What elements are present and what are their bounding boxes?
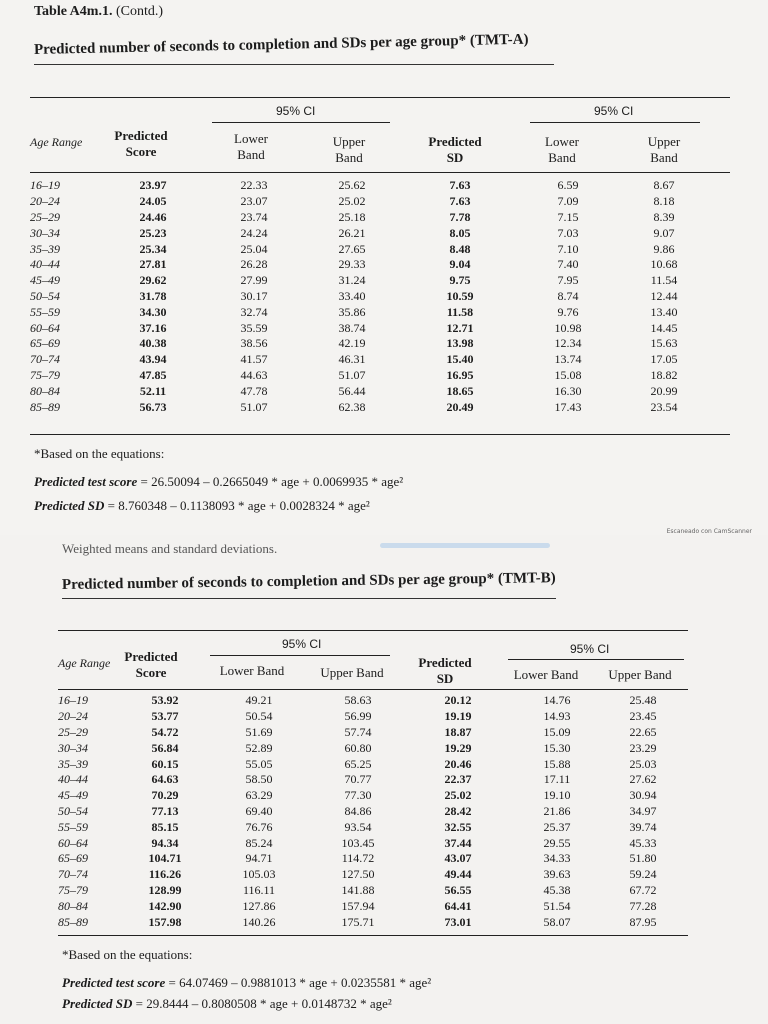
value-cell: 116.11 (242, 882, 276, 897)
value-cell: 17.11 (543, 772, 571, 787)
value-cell: 63.29 (245, 788, 273, 803)
value-cell: 127.50 (341, 867, 375, 882)
value-cell: 10.68 (650, 257, 678, 272)
table-contd: (Contd.) (115, 4, 164, 19)
value-cell: 60.15 (151, 756, 179, 771)
value-cell: 45.33 (629, 835, 657, 850)
value-cell: 157.94 (341, 898, 375, 913)
value-cell: 53.92 (151, 693, 179, 708)
value-cell: 13.74 (554, 352, 582, 367)
value-cell: 116.26 (148, 867, 182, 882)
age-range-cell: 80–84 (58, 898, 88, 913)
highlight-mark (380, 543, 550, 548)
age-range-cell: 70–74 (58, 867, 88, 882)
header-predicted-sd: Predicted SD (428, 134, 482, 165)
value-cell: 13.98 (446, 336, 474, 351)
value-cell: 27.62 (629, 772, 657, 787)
age-range-cell: 45–49 (30, 273, 60, 288)
table-row (30, 352, 710, 368)
value-cell: 9.76 (557, 304, 579, 319)
value-cell: 49.21 (245, 693, 273, 708)
value-cell: 52.11 (139, 383, 167, 398)
header-predicted-score: Predicted Score (124, 649, 178, 680)
value-cell: 7.63 (449, 178, 471, 193)
value-cell: 15.08 (554, 367, 582, 382)
value-cell: 87.95 (629, 914, 657, 929)
value-cell: 29.55 (543, 835, 571, 850)
ci-rule-score (210, 655, 390, 656)
table-row (58, 693, 680, 709)
value-cell: 23.29 (629, 740, 657, 755)
value-cell: 12.71 (446, 320, 474, 335)
table-row (58, 867, 680, 883)
value-cell: 11.58 (446, 304, 474, 319)
value-cell: 25.48 (629, 693, 657, 708)
header-lower-band-2: Lower Band (513, 667, 579, 682)
age-range-cell: 80–84 (30, 383, 60, 398)
value-cell: 85.15 (151, 819, 179, 834)
value-cell: 47.78 (240, 383, 268, 398)
equation-score (62, 975, 431, 991)
header-upper-band-1: Upper Band (320, 665, 384, 680)
value-cell: 7.03 (557, 225, 579, 240)
age-range-cell: 50–54 (58, 803, 88, 818)
table-row (30, 178, 710, 194)
value-cell: 142.90 (148, 898, 182, 913)
value-cell: 29.62 (139, 273, 167, 288)
value-cell: 7.63 (449, 194, 471, 209)
value-cell: 127.86 (242, 898, 276, 913)
title-underline (34, 64, 554, 65)
title-underline (62, 598, 556, 599)
data-table-tmt-b (58, 693, 680, 930)
equation-sd (62, 996, 392, 1012)
value-cell: 19.29 (444, 740, 472, 755)
value-cell: 64.41 (444, 898, 472, 913)
value-cell: 33.40 (338, 288, 366, 303)
age-range-cell: 16–19 (30, 178, 60, 193)
weighted-note: Weighted means and standard deviations. (62, 541, 278, 556)
value-cell: 70.77 (344, 772, 372, 787)
table-row (30, 368, 710, 384)
value-cell: 77.28 (629, 898, 657, 913)
value-cell: 84.86 (344, 803, 372, 818)
value-cell: 45.38 (543, 882, 571, 897)
value-cell: 17.43 (554, 399, 582, 414)
table-title-tmt-a: Predicted number of seconds to completion and SDs per age group* (TMT-A) (33, 31, 529, 58)
age-range-cell: 55–59 (58, 819, 88, 834)
age-range-cell: 20–24 (30, 194, 60, 209)
table-row (30, 289, 710, 305)
value-cell: 64.63 (151, 772, 179, 787)
age-range-cell: 70–74 (30, 352, 60, 367)
value-cell: 32.55 (444, 819, 472, 834)
age-range-cell: 75–79 (30, 367, 60, 382)
value-cell: 20.99 (650, 383, 678, 398)
value-cell: 6.59 (557, 178, 579, 193)
value-cell: 25.02 (444, 788, 472, 803)
value-cell: 58.63 (344, 693, 372, 708)
value-cell: 25.34 (139, 241, 167, 256)
value-cell: 56.55 (444, 882, 472, 897)
value-cell: 67.72 (629, 882, 657, 897)
value-cell: 34.97 (629, 803, 657, 818)
value-cell: 175.71 (341, 914, 375, 929)
footnote: *Based on the equations: (62, 947, 193, 962)
value-cell: 51.07 (240, 399, 268, 414)
table-row (30, 273, 710, 289)
value-cell: 25.23 (139, 225, 167, 240)
value-cell: 30.94 (629, 788, 657, 803)
value-cell: 8.39 (653, 209, 675, 224)
value-cell: 56.73 (139, 399, 167, 414)
value-cell: 22.37 (444, 772, 472, 787)
value-cell: 22.65 (629, 724, 657, 739)
ci-label-sd: 95% CI (570, 642, 610, 656)
value-cell: 27.99 (240, 273, 268, 288)
table-row (58, 835, 680, 851)
value-cell: 32.74 (240, 304, 268, 319)
value-cell: 25.02 (338, 194, 366, 209)
value-cell: 26.21 (338, 225, 366, 240)
value-cell: 47.85 (139, 367, 167, 382)
value-cell: 26.28 (240, 257, 268, 272)
equation-score (34, 474, 403, 490)
table-top-rule (58, 630, 688, 631)
header-lower-band-2: Lower Band (545, 134, 579, 165)
age-range-cell: 40–44 (58, 772, 88, 787)
value-cell: 15.30 (543, 740, 571, 755)
value-cell: 51.80 (629, 851, 657, 866)
value-cell: 57.74 (344, 724, 372, 739)
table-row (30, 194, 710, 210)
value-cell: 13.40 (650, 304, 678, 319)
table-row (58, 772, 680, 788)
table-top-rule (30, 97, 730, 98)
age-range-cell: 25–29 (30, 209, 60, 224)
table-row (58, 756, 680, 772)
equation-score-body: = 64.07469 – 0.9881013 * age + 0.0235581 * age² (165, 975, 432, 990)
header-upper-band-2: Upper Band (608, 667, 672, 682)
age-range-cell: 16–19 (58, 693, 88, 708)
value-cell: 114.72 (341, 851, 375, 866)
equation-score-label: Predicted test score (62, 975, 166, 990)
table-row (30, 225, 710, 241)
value-cell: 38.56 (240, 336, 268, 351)
value-cell: 8.18 (653, 194, 675, 209)
value-cell: 104.71 (148, 851, 182, 866)
value-cell: 39.63 (543, 867, 571, 882)
value-cell: 20.46 (444, 756, 472, 771)
value-cell: 25.62 (338, 178, 366, 193)
value-cell: 58.07 (543, 914, 571, 929)
ci-rule-sd (508, 659, 684, 660)
value-cell: 23.07 (240, 194, 268, 209)
age-range-cell: 20–24 (58, 709, 88, 724)
table-row (30, 304, 710, 320)
value-cell: 20.49 (446, 399, 474, 414)
header-upper-band-1: Upper Band (332, 134, 366, 165)
value-cell: 7.95 (557, 273, 579, 288)
ci-label-sd: 95% CI (594, 104, 634, 118)
table-label (34, 4, 163, 20)
value-cell: 54.72 (151, 724, 179, 739)
value-cell: 77.30 (344, 788, 372, 803)
value-cell: 8.48 (449, 241, 471, 256)
table-row (58, 788, 680, 804)
age-range-cell: 65–69 (58, 851, 88, 866)
value-cell: 141.88 (341, 882, 375, 897)
value-cell: 31.24 (338, 273, 366, 288)
page-tmt-b (0, 535, 768, 1024)
value-cell: 30.17 (240, 288, 268, 303)
header-lower-band-1: Lower Band (219, 663, 285, 678)
value-cell: 10.59 (446, 288, 474, 303)
ci-label-score: 95% CI (276, 104, 316, 118)
value-cell: 20.12 (444, 693, 472, 708)
value-cell: 50.54 (245, 709, 273, 724)
value-cell: 9.86 (653, 241, 675, 256)
value-cell: 15.40 (446, 352, 474, 367)
value-cell: 73.01 (444, 914, 472, 929)
header-age-range: Age Range (30, 135, 83, 149)
equation-score-body: = 26.50094 – 0.2665049 * age + 0.0069935 * age² (137, 474, 404, 489)
value-cell: 105.03 (242, 867, 276, 882)
age-range-cell: 60–64 (30, 320, 60, 335)
age-range-cell: 50–54 (30, 288, 60, 303)
value-cell: 140.26 (242, 914, 276, 929)
age-range-cell: 30–34 (58, 740, 88, 755)
value-cell: 16.30 (554, 383, 582, 398)
equation-sd-body: = 8.760348 – 0.1138093 * age + 0.0028324 * age² (104, 498, 370, 513)
value-cell: 37.44 (444, 835, 472, 850)
table-bottom-rule (58, 935, 688, 936)
table-bottom-rule (30, 434, 730, 435)
age-range-cell: 75–79 (58, 882, 88, 897)
value-cell: 34.33 (543, 851, 571, 866)
value-cell: 65.25 (344, 756, 372, 771)
ci-rule-sd (530, 122, 700, 123)
value-cell: 18.87 (444, 724, 472, 739)
value-cell: 51.54 (543, 898, 571, 913)
header-predicted-sd: Predicted SD (418, 655, 472, 686)
value-cell: 7.40 (557, 257, 579, 272)
value-cell: 27.81 (139, 257, 167, 272)
value-cell: 56.44 (338, 383, 366, 398)
age-range-cell: 40–44 (30, 257, 60, 272)
value-cell: 41.57 (240, 352, 268, 367)
table-title-tmt-b: Predicted number of seconds to completion and SDs per age group* (TMT-B) (61, 570, 556, 593)
header-lower-band-1: Lower Band (234, 131, 268, 162)
value-cell: 59.24 (629, 867, 657, 882)
table-row (30, 241, 710, 257)
equation-sd-body: = 29.8444 – 0.8080508 * age + 0.0148732 * age² (132, 996, 392, 1011)
value-cell: 77.13 (151, 803, 179, 818)
value-cell: 16.95 (446, 367, 474, 382)
value-cell: 70.29 (151, 788, 179, 803)
table-row (58, 725, 680, 741)
value-cell: 7.10 (557, 241, 579, 256)
value-cell: 42.19 (338, 336, 366, 351)
value-cell: 22.33 (240, 178, 268, 193)
table-number: Table A4m.1. (34, 4, 113, 19)
value-cell: 15.88 (543, 756, 571, 771)
table-row (30, 320, 710, 336)
table-row (58, 914, 680, 930)
value-cell: 85.24 (245, 835, 273, 850)
value-cell: 43.94 (139, 352, 167, 367)
value-cell: 14.93 (543, 709, 571, 724)
table-row (30, 399, 710, 415)
footnote: *Based on the equations: (34, 446, 165, 461)
value-cell: 7.78 (449, 209, 471, 224)
value-cell: 29.33 (338, 257, 366, 272)
value-cell: 15.63 (650, 336, 678, 351)
value-cell: 40.38 (139, 336, 167, 351)
value-cell: 62.38 (338, 399, 366, 414)
value-cell: 51.69 (245, 724, 273, 739)
table-row (30, 210, 710, 226)
equation-sd-label: Predicted SD (62, 996, 133, 1011)
value-cell: 34.30 (139, 304, 167, 319)
value-cell: 49.44 (444, 867, 472, 882)
value-cell: 17.05 (650, 352, 678, 367)
table-row (58, 709, 680, 725)
age-range-cell: 55–59 (30, 304, 60, 319)
table-row (58, 851, 680, 867)
value-cell: 51.07 (338, 367, 366, 382)
value-cell: 10.98 (554, 320, 582, 335)
age-range-cell: 85–89 (30, 399, 60, 414)
value-cell: 103.45 (341, 835, 375, 850)
header-upper-band-2: Upper Band (647, 134, 681, 165)
value-cell: 53.77 (151, 709, 179, 724)
value-cell: 24.05 (139, 194, 167, 209)
value-cell: 44.63 (240, 367, 268, 382)
header-rule (58, 689, 688, 690)
table-row (58, 898, 680, 914)
value-cell: 128.99 (148, 882, 182, 897)
value-cell: 19.19 (444, 709, 472, 724)
value-cell: 93.54 (344, 819, 372, 834)
table-row (58, 740, 680, 756)
table-row (30, 383, 710, 399)
value-cell: 58.50 (245, 772, 273, 787)
value-cell: 52.89 (245, 740, 273, 755)
value-cell: 14.45 (650, 320, 678, 335)
age-range-cell: 60–64 (58, 835, 88, 850)
value-cell: 9.07 (653, 225, 675, 240)
equation-sd-label: Predicted SD (34, 498, 105, 513)
value-cell: 23.97 (139, 178, 167, 193)
table-row (58, 819, 680, 835)
value-cell: 12.34 (554, 336, 582, 351)
age-range-cell: 65–69 (30, 336, 60, 351)
value-cell: 12.44 (650, 288, 678, 303)
age-range-cell: 45–49 (58, 788, 88, 803)
data-table-tmt-a (30, 178, 710, 415)
value-cell: 39.74 (629, 819, 657, 834)
value-cell: 28.42 (444, 803, 472, 818)
value-cell: 23.45 (629, 709, 657, 724)
value-cell: 18.82 (650, 367, 678, 382)
value-cell: 9.75 (449, 273, 471, 288)
header-predicted-score: Predicted Score (114, 128, 168, 159)
table-row (58, 883, 680, 899)
value-cell: 55.05 (245, 756, 273, 771)
header-age-range: Age Range (58, 656, 111, 670)
value-cell: 24.24 (240, 225, 268, 240)
age-range-cell: 35–39 (30, 241, 60, 256)
age-range-cell: 25–29 (58, 724, 88, 739)
age-range-cell: 35–39 (58, 756, 88, 771)
age-range-cell: 30–34 (30, 225, 60, 240)
value-cell: 157.98 (148, 914, 182, 929)
table-row (30, 257, 710, 273)
value-cell: 8.05 (449, 225, 471, 240)
value-cell: 8.67 (653, 178, 675, 193)
value-cell: 37.16 (139, 320, 167, 335)
value-cell: 7.09 (557, 194, 579, 209)
ci-rule-score (212, 122, 390, 123)
value-cell: 38.74 (338, 320, 366, 335)
table-row (30, 336, 710, 352)
value-cell: 25.04 (240, 241, 268, 256)
ci-label-score: 95% CI (282, 637, 322, 651)
value-cell: 56.84 (151, 740, 179, 755)
value-cell: 24.46 (139, 209, 167, 224)
value-cell: 25.03 (629, 756, 657, 771)
value-cell: 7.15 (557, 209, 579, 224)
equation-score-label: Predicted test score (34, 474, 138, 489)
value-cell: 25.37 (543, 819, 571, 834)
value-cell: 35.59 (240, 320, 268, 335)
value-cell: 18.65 (446, 383, 474, 398)
value-cell: 56.99 (344, 709, 372, 724)
value-cell: 21.86 (543, 803, 571, 818)
value-cell: 35.86 (338, 304, 366, 319)
value-cell: 11.54 (650, 273, 678, 288)
header-rule (30, 172, 730, 173)
value-cell: 46.31 (338, 352, 366, 367)
value-cell: 25.18 (338, 209, 366, 224)
value-cell: 69.40 (245, 803, 273, 818)
equation-sd (34, 498, 370, 514)
value-cell: 14.76 (543, 693, 571, 708)
value-cell: 9.04 (449, 257, 471, 272)
value-cell: 94.34 (151, 835, 179, 850)
value-cell: 94.71 (245, 851, 273, 866)
scanner-stamp: Escaneado con CamScanner (666, 528, 752, 535)
value-cell: 31.78 (139, 288, 167, 303)
table-row (58, 804, 680, 820)
value-cell: 76.76 (245, 819, 273, 834)
value-cell: 19.10 (543, 788, 571, 803)
value-cell: 27.65 (338, 241, 366, 256)
value-cell: 15.09 (543, 724, 571, 739)
value-cell: 60.80 (344, 740, 372, 755)
value-cell: 23.54 (650, 399, 678, 414)
value-cell: 8.74 (557, 288, 579, 303)
value-cell: 43.07 (444, 851, 472, 866)
value-cell: 23.74 (240, 209, 268, 224)
age-range-cell: 85–89 (58, 914, 88, 929)
